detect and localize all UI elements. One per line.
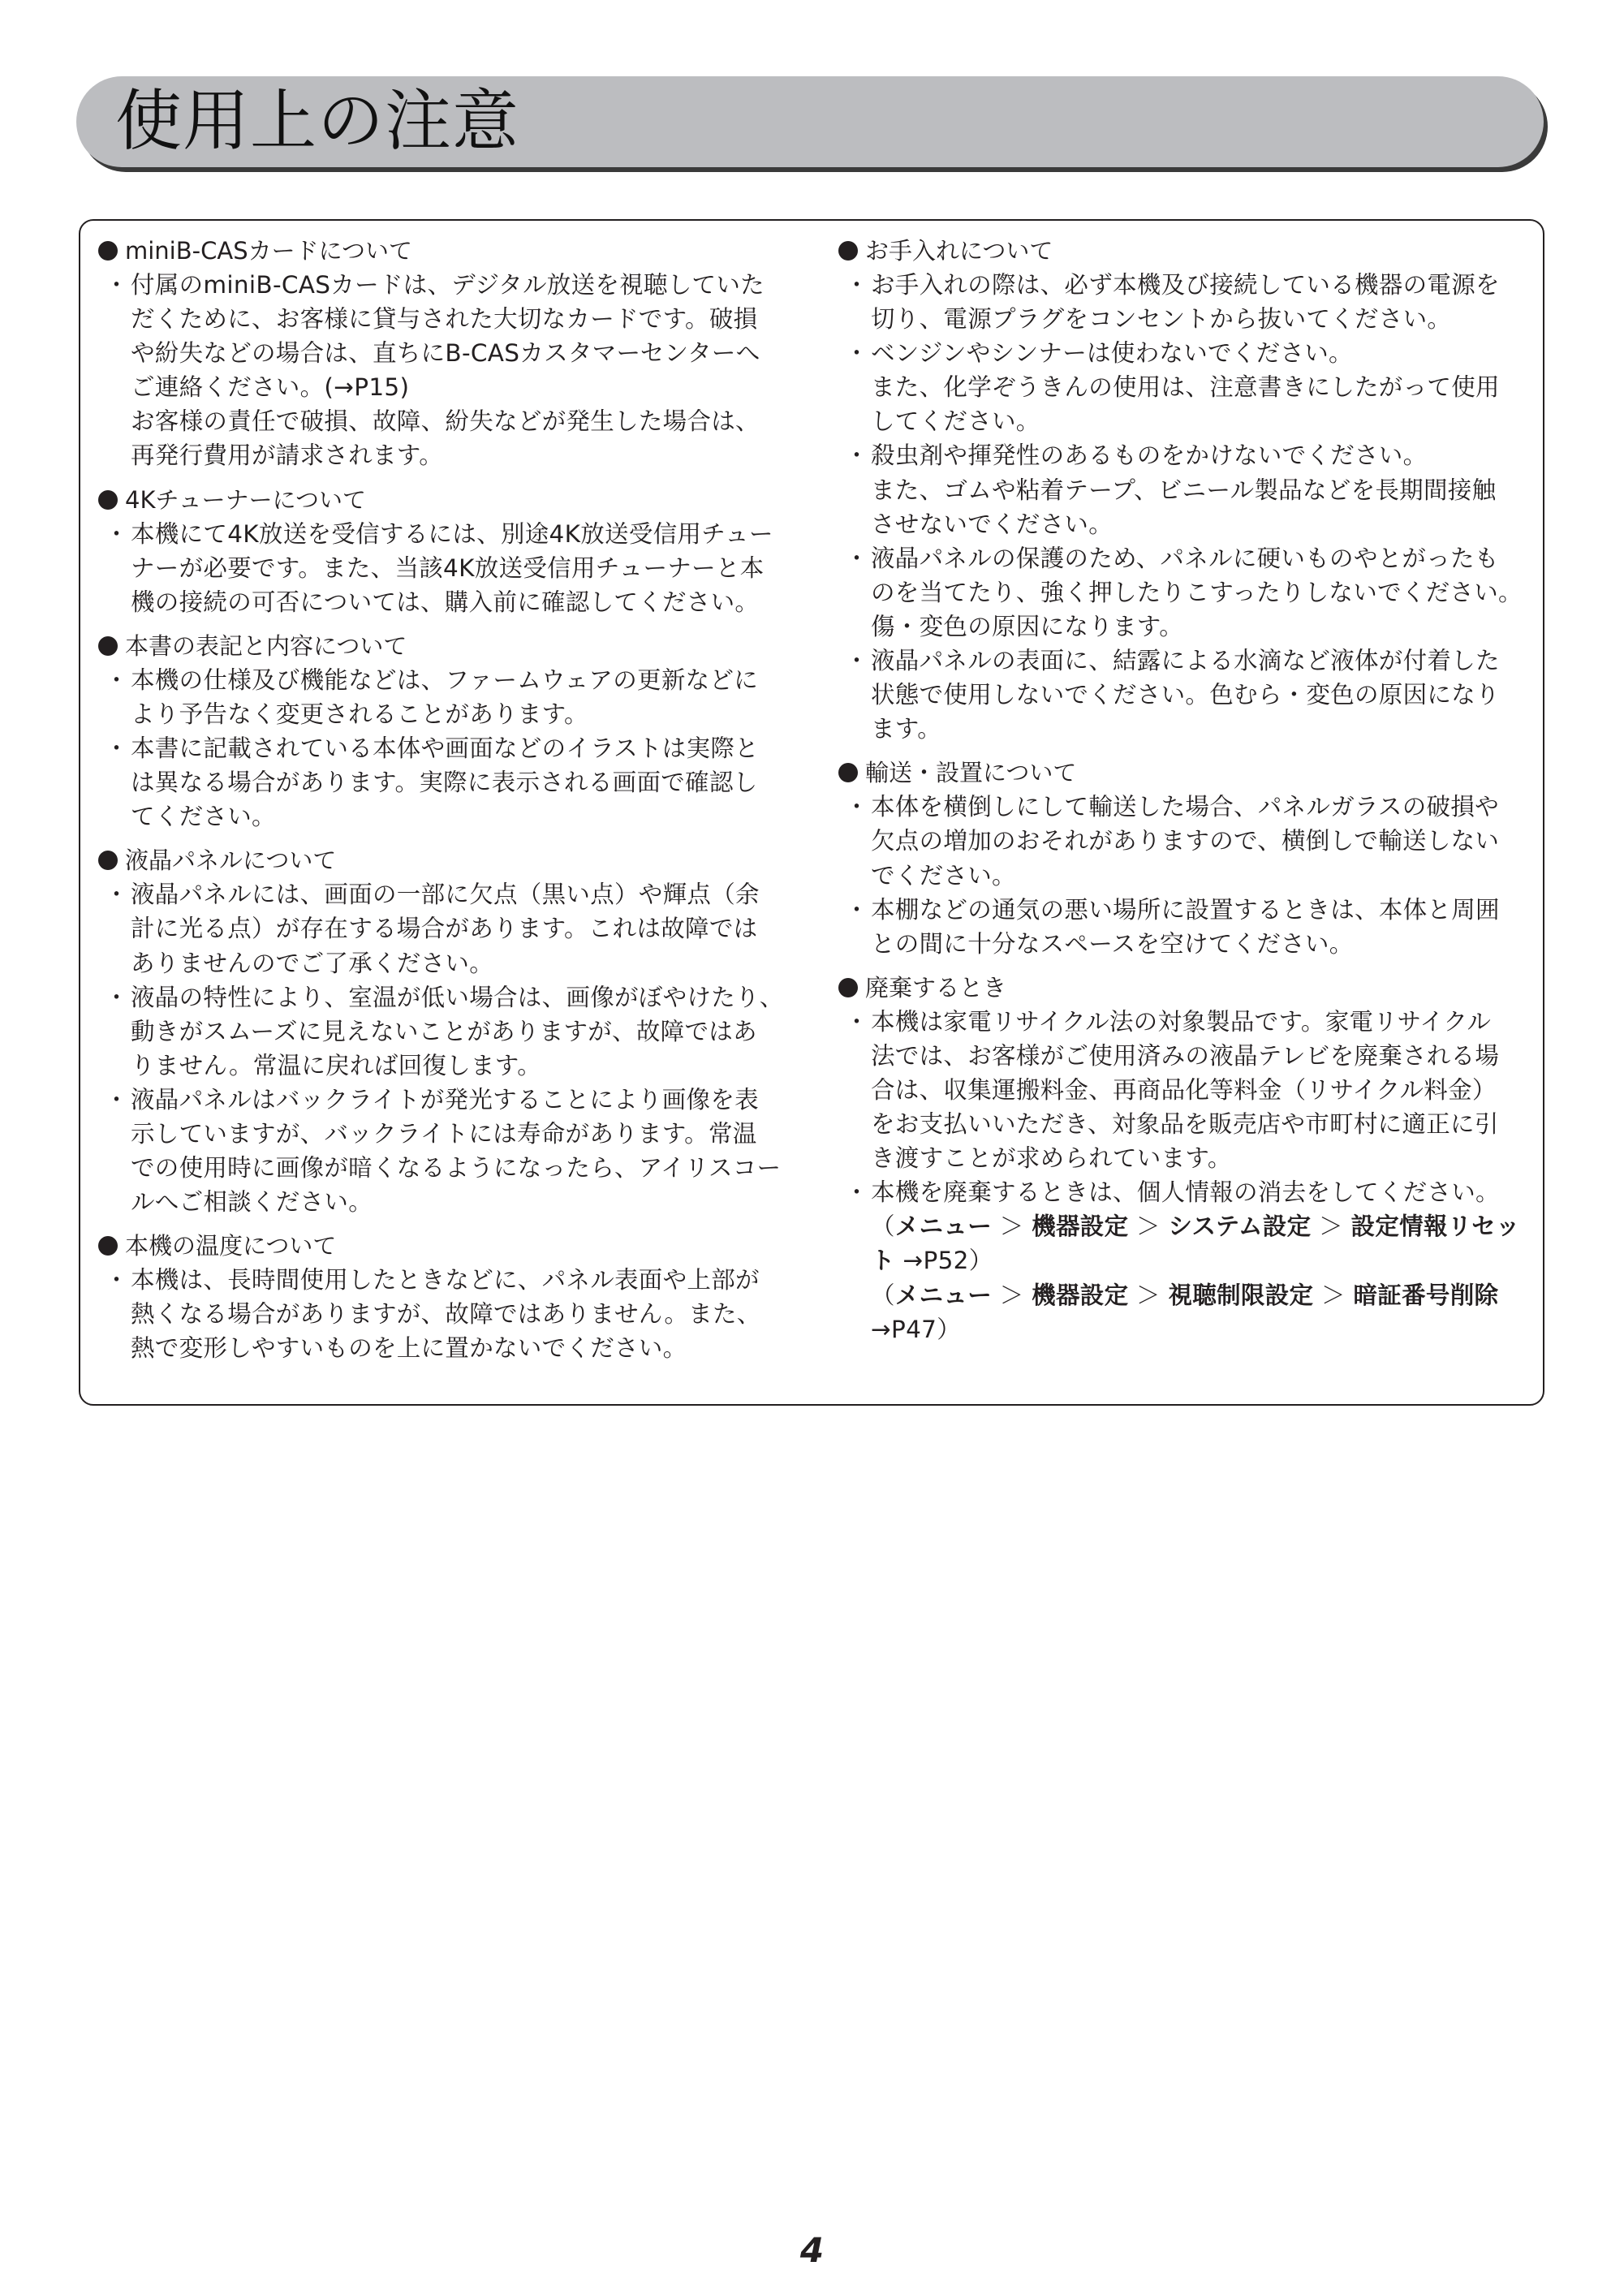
menu-path-pin [837,1278,1538,1346]
list-item [837,1005,1538,1175]
page-number: 4 [799,2230,825,2270]
item-text-line: 法では、お客様がご使用済みの液晶テレビを廃棄される場 [871,1041,1500,1070]
filled-circle-icon [98,1236,118,1256]
section-heading-text: 4Kチューナーについて [125,485,367,514]
item-text-line: 本体を横倒しにして輸送した場合、パネルガラスの破損や [871,793,1499,821]
bullet-dot-icon: ・ [845,442,869,470]
path-separator: ＞ [992,1213,1032,1241]
item-text-line: 計に光る点）が存在する場合があります。これは故障では [131,915,758,943]
item-text-line: 本機は、長時間使用したときなどに、パネル表面や上部が [131,1266,760,1294]
item-text-line: てください。 [131,803,276,831]
bullet-dot-icon: ・ [845,1178,869,1207]
list-item [837,1175,1538,1209]
item-text-line: 熱で変形しやすいものを上に置かないでください。 [131,1334,687,1363]
list-item [97,663,798,731]
list-item [837,644,1538,746]
bullet-dot-icon: ・ [105,734,129,763]
item-text-line: だくために、お客様に貸与された大切なカードです。破損 [131,305,758,334]
parental-control-label: 視聴制限設定 [1168,1281,1314,1309]
item-text-line: は異なる場合があります。実際に表示される画面で確認し [131,769,758,797]
notice-section [97,1229,798,1365]
device-settings-label: 機器設定 [1032,1213,1129,1241]
item-text-line: ありませんのでご了承ください。 [131,949,494,977]
section-heading [97,483,798,517]
item-text-line: りません。常温に戻れば回復します。 [131,1051,542,1079]
section-heading [97,1229,798,1263]
menu-path-line [871,1278,1538,1312]
device-settings-label: 機器設定 [1032,1281,1129,1309]
item-text-line: 切り、電源プラグをコンセントから抜いてください。 [871,305,1452,334]
list-item [837,790,1538,892]
filled-circle-icon [838,763,858,782]
item-text-line: 動きがスムーズに見えないことがありますが、故障ではあ [131,1017,757,1045]
item-text-line: 状態で使用しないでください。色むら・変色の原因になり [871,681,1500,709]
bullet-dot-icon: ・ [845,647,869,675]
notice-section [97,483,798,619]
menu-path-line [871,1243,1538,1277]
section-heading [97,629,798,663]
menu-path-line [871,1209,1538,1243]
bullet-dot-icon: ・ [105,666,129,694]
filled-circle-icon [838,978,858,997]
reset-settings-label-end: ト [871,1247,895,1275]
item-text-line: との間に十分なスペースを空けてください。 [871,929,1354,958]
menu-path-line [871,1312,1538,1346]
section-heading-text: miniB-CASカードについて [125,237,413,265]
item-text-line: や紛失などの場合は、直ちにB-CASカスタマーセンターへ [131,339,760,368]
section-heading-text: 本機の温度について [125,1232,337,1260]
item-text-line: してください。 [871,407,1040,436]
bullet-dot-icon: ・ [105,271,129,299]
path-separator: ＞ [1128,1281,1169,1309]
item-text-line: お手入れの際は、必ず本機及び接続している機器の電源を [871,271,1500,299]
list-item [837,541,1538,644]
item-text-line: ナーが必要です。また、当該4K放送受信用チューナーと本 [131,554,765,582]
section-heading-text: 廃棄するとき [865,973,1007,1002]
notice-section [837,234,1538,746]
bullet-dot-icon: ・ [105,519,129,548]
list-item [837,893,1538,961]
item-text-line: 熱くなる場合がありますが、故障ではありません。また、 [131,1300,761,1329]
filled-circle-icon [98,636,118,656]
item-text-line: 液晶パネルには、画面の一部に欠点（黒い点）や輝点（余 [131,881,760,909]
filled-circle-icon [98,851,118,870]
bullet-dot-icon: ・ [845,793,869,821]
item-text-line: 本機は家電リサイクル法の対象製品です。家電リサイクル [871,1007,1492,1036]
item-text-line: 示していますが、バックライトには寿命があります。常温 [131,1119,757,1148]
section-heading-text: 本書の表記と内容について [125,631,407,660]
path-separator: ＞ [1313,1281,1354,1309]
bullet-dot-icon: ・ [105,881,129,909]
notice-section [97,629,798,834]
paren-open: （ [871,1281,895,1309]
item-text-line: 液晶パネルはバックライトが発光することにより画像を表 [131,1085,759,1114]
bullet-dot-icon: ・ [105,1266,129,1294]
list-item [97,517,798,619]
section-heading-text: 液晶パネルについて [125,846,337,875]
item-text-line: ルへご相談ください。 [131,1188,373,1217]
item-text-line: お客様の責任で破損、故障、紛失などが発生した場合は、 [131,407,760,436]
bullet-dot-icon: ・ [845,895,869,924]
notice-section [837,971,1538,1210]
path-separator: ＞ [992,1281,1032,1309]
item-text-line: 付属のminiB-CASカードは、デジタル放送を視聴していた [131,271,765,299]
item-text-line: 本機の仕様及び機能などは、ファームウェアの更新などに [131,666,759,694]
list-item [97,980,798,1083]
item-text-line: より予告なく変更されることがあります。 [131,700,588,728]
section-heading [97,234,798,268]
title-banner [76,76,1544,167]
bullet-dot-icon: ・ [105,1085,129,1114]
menu-label: メニュー [894,1213,993,1241]
item-text-line: 合は、収集運搬料金、再商品化等料金（リサイクル料金） [871,1075,1497,1104]
item-text-line: また、化学ぞうきんの使用は、注意書きにしたがって使用 [871,373,1500,402]
filled-circle-icon [98,490,118,510]
bullet-dot-icon: ・ [845,1007,869,1036]
item-text-line: をお支払いいただき、対象品を販売店や市町村に適正に引 [871,1110,1499,1139]
page-reference: →P52） [894,1247,993,1275]
list-item [837,268,1538,336]
bullet-dot-icon: ・ [105,983,129,1011]
item-text-line: 液晶パネルの表面に、結露による水滴など液体が付着した [871,647,1500,675]
item-text-line: 再発行費用が請求されます。 [131,442,444,470]
item-text-line: ご連絡ください。(→P15) [131,373,410,402]
list-item [97,877,798,980]
right-column [837,234,1538,1346]
item-text-line: き渡すことが求められています。 [871,1144,1232,1173]
item-text-line: 傷・変色の原因になります。 [871,612,1184,640]
list-item [97,731,798,834]
list-item [97,268,798,473]
item-text-line: ベンジンやシンナーは使わないでください。 [871,339,1353,368]
path-separator: ＞ [1311,1213,1351,1241]
item-text-line: ます。 [871,715,942,743]
bullet-dot-icon: ・ [845,271,869,299]
content-box [79,219,1544,1406]
list-item [837,438,1538,541]
system-settings-label: システム設定 [1168,1213,1312,1241]
item-text-line: 機の接続の可否については、購入前に確認してください。 [131,588,760,616]
menu-label: メニュー [894,1281,993,1309]
filled-circle-icon [98,241,118,261]
item-text-line: でください。 [871,861,1016,890]
item-text-line: のを当てたり、強く押したりこすったりしないでください。 [871,578,1523,606]
notice-section [837,756,1538,960]
bullet-dot-icon: ・ [845,544,869,572]
delete-pin-label: 暗証番号削除 [1353,1281,1499,1309]
item-text-line: 液晶パネルの保護のため、パネルに硬いものやとがったも [871,544,1499,572]
notice-section [97,843,798,1219]
item-text-line: 液晶の特性により、室温が低い場合は、画像がぼやけたり、 [131,983,784,1011]
item-text-line: させないでください。 [871,510,1114,538]
notice-section [97,234,798,473]
bullet-dot-icon: ・ [845,339,869,368]
left-column [97,234,798,1376]
item-text-line: 殺虫剤や揮発性のあるものをかけないでください。 [871,442,1428,470]
item-text-line: での使用時に画像が暗くなるようになったら、アイリスコー [131,1154,782,1182]
section-heading [97,843,798,877]
section-heading [837,234,1538,268]
item-text-line: 本機にて4K放送を受信するには、別途4K放送受信用チュー [131,519,773,548]
item-text-line: 欠点の増加のおそれがありますので、横倒しで輸送しない [871,827,1500,855]
path-separator: ＞ [1128,1213,1169,1241]
filled-circle-icon [838,241,858,261]
page-reference: →P47） [871,1315,962,1343]
list-item [837,336,1538,438]
list-item [97,1263,798,1365]
menu-path-reset [837,1209,1538,1277]
paren-open: （ [871,1213,895,1241]
section-heading [837,971,1538,1005]
page-title: 使用上の注意 [115,83,520,160]
item-text-line: 本機を廃棄するときは、個人情報の消去をしてください。 [871,1178,1500,1207]
reset-settings-label: 設定情報リセッ [1350,1213,1520,1241]
section-heading [837,756,1538,790]
item-text-line: 本書に記載されている本体や画面などのイラストは実際と [131,734,759,763]
item-text-line: また、ゴムや粘着テープ、ビニール製品などを長期間接触 [871,476,1497,504]
section-heading-text: お手入れについて [865,237,1053,265]
section-heading-text: 輸送・設置について [865,759,1077,787]
item-text-line: 本棚などの通気の悪い場所に設置するときは、本体と周囲 [871,895,1500,924]
list-item [97,1083,798,1219]
